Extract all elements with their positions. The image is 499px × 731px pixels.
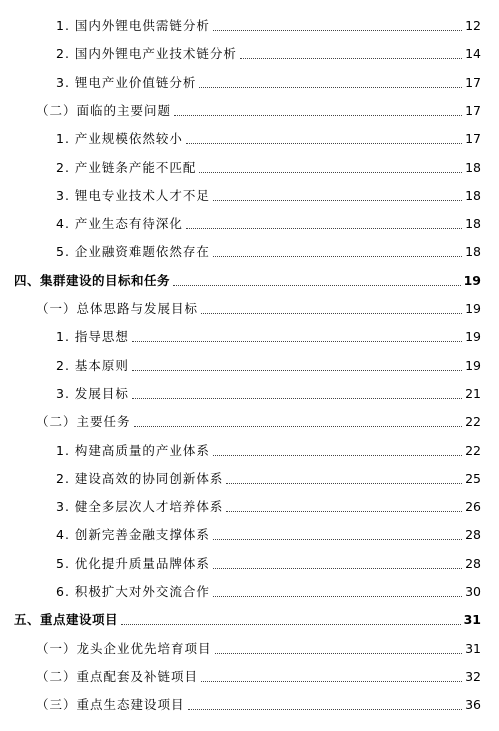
toc-entry[interactable]	[56, 354, 481, 374]
toc-entry[interactable]	[56, 184, 481, 204]
toc-entry[interactable]	[14, 608, 481, 628]
toc-entry-page-number: 18	[465, 187, 481, 203]
dot-leader	[213, 29, 462, 31]
toc-entry-label: 4. 创新完善金融支撑体系	[56, 527, 210, 543]
toc-entry-page-number: 28	[465, 555, 481, 571]
toc-entry-label: 2. 国内外锂电产业技术链分析	[56, 46, 237, 62]
toc-entry-label: 2. 建设高效的协同创新体系	[56, 470, 224, 486]
toc-entry-label: 6. 积极扩大对外交流合作	[56, 584, 210, 599]
toc-entry-label: 4. 产业生态有待深化	[56, 216, 183, 232]
toc-entry[interactable]	[56, 382, 481, 402]
dot-leader	[132, 340, 462, 342]
toc-entry-label: （三）重点生态建设项目	[36, 697, 185, 713]
toc-entry[interactable]	[36, 693, 481, 713]
toc-entry-page-number: 22	[465, 442, 481, 458]
toc-entry[interactable]	[14, 269, 481, 289]
dot-leader	[226, 482, 462, 484]
toc-entry[interactable]	[36, 297, 481, 317]
toc-entry-page-number: 19	[463, 272, 481, 288]
toc-entry-label: 1. 国内外锂电供需链分析	[56, 18, 210, 33]
toc-entry-label: 1. 构建高质量的产业体系	[56, 442, 210, 458]
toc-entry-label: 四、集群建设的目标和任务	[14, 272, 171, 288]
toc-entry-label: 3. 锂电专业技术人才不足	[56, 187, 210, 203]
dot-leader	[213, 199, 462, 201]
toc-entry-label: 五、重点建设项目	[14, 612, 119, 628]
toc-entry-page-number: 14	[465, 46, 481, 62]
toc-entry-page-number: 25	[465, 470, 481, 486]
toc-entry-page-number: 31	[465, 640, 481, 656]
toc-entry[interactable]	[56, 127, 481, 147]
toc-entry-label: （二）面临的主要问题	[36, 102, 172, 118]
toc-entry-page-number: 17	[465, 131, 481, 147]
toc-entry[interactable]	[36, 99, 481, 119]
toc-entry[interactable]	[56, 156, 481, 176]
toc-entry-page-number: 32	[465, 668, 481, 684]
dot-leader	[201, 312, 462, 314]
toc-entry-page-number: 19	[465, 329, 481, 345]
dot-leader	[186, 227, 462, 229]
toc-entry-page-number: 21	[465, 385, 481, 401]
dot-leader	[199, 86, 462, 88]
dot-leader	[134, 425, 463, 427]
dot-leader	[121, 623, 461, 625]
toc-entry[interactable]	[56, 552, 481, 572]
toc-entry[interactable]	[36, 410, 481, 430]
dot-leader	[173, 284, 461, 286]
toc-entry[interactable]	[56, 325, 481, 345]
toc-entry[interactable]	[56, 14, 481, 34]
toc-entry-page-number: 12	[465, 18, 481, 33]
toc-entry[interactable]	[56, 240, 481, 260]
dot-leader	[199, 171, 462, 173]
dot-leader	[132, 369, 462, 371]
toc-entry-page-number: 18	[465, 159, 481, 175]
toc-entry[interactable]	[36, 665, 481, 685]
toc-entry[interactable]	[56, 42, 481, 62]
dot-leader	[213, 595, 462, 597]
dot-leader	[240, 57, 462, 59]
toc-entry-label: 3. 发展目标	[56, 385, 129, 401]
dot-leader	[213, 255, 462, 257]
toc-entry-label: （二）重点配套及补链项目	[36, 668, 199, 684]
toc-entry[interactable]	[56, 495, 481, 515]
dot-leader	[201, 680, 462, 682]
toc-entry-label: （一）总体思路与发展目标	[36, 301, 199, 316]
dot-leader	[213, 538, 462, 540]
toc-entry[interactable]	[36, 637, 481, 657]
toc-entry-page-number: 18	[465, 244, 481, 260]
toc-entry-page-number: 17	[465, 102, 481, 118]
dot-leader	[215, 652, 463, 654]
toc-entry-page-number: 36	[465, 697, 481, 713]
toc-entry-page-number: 19	[465, 357, 481, 373]
dot-leader	[226, 510, 462, 512]
dot-leader	[213, 454, 462, 456]
toc-entry[interactable]	[56, 212, 481, 232]
toc-entry-label: （二）主要任务	[36, 414, 131, 430]
toc-entry-page-number: 28	[465, 527, 481, 543]
toc-entry-label: 2. 产业链条产能不匹配	[56, 159, 197, 175]
toc-entry[interactable]	[56, 467, 481, 487]
toc-entry-page-number: 17	[465, 74, 481, 90]
toc-entry-page-number: 22	[465, 414, 481, 430]
dot-leader	[186, 142, 462, 144]
dot-leader	[174, 114, 462, 116]
toc-entry-label: 5. 优化提升质量品牌体系	[56, 555, 210, 571]
toc-entry-page-number: 30	[465, 584, 481, 599]
toc-entry[interactable]	[56, 71, 481, 91]
toc-entry-label: （一）龙头企业优先培育项目	[36, 640, 212, 656]
toc-entry-label: 1. 指导思想	[56, 329, 129, 345]
toc-entry-label: 2. 基本原则	[56, 357, 129, 373]
toc-entry-page-number: 19	[465, 301, 481, 316]
toc-entry-label: 3. 健全多层次人才培养体系	[56, 499, 224, 515]
toc-entry-page-number: 31	[463, 612, 481, 628]
toc-entry-label: 3. 锂电产业价值链分析	[56, 74, 197, 90]
dot-leader	[188, 708, 463, 710]
dot-leader	[132, 397, 462, 399]
dot-leader	[213, 567, 462, 569]
toc-entry[interactable]	[56, 580, 481, 600]
toc-entry-page-number: 26	[465, 499, 481, 515]
toc-entry[interactable]	[56, 439, 481, 459]
toc-entry[interactable]	[56, 523, 481, 543]
toc-entry-page-number: 18	[465, 216, 481, 232]
toc-entry-label: 1. 产业规模依然较小	[56, 131, 183, 147]
toc-entry-label: 5. 企业融资难题依然存在	[56, 244, 210, 260]
